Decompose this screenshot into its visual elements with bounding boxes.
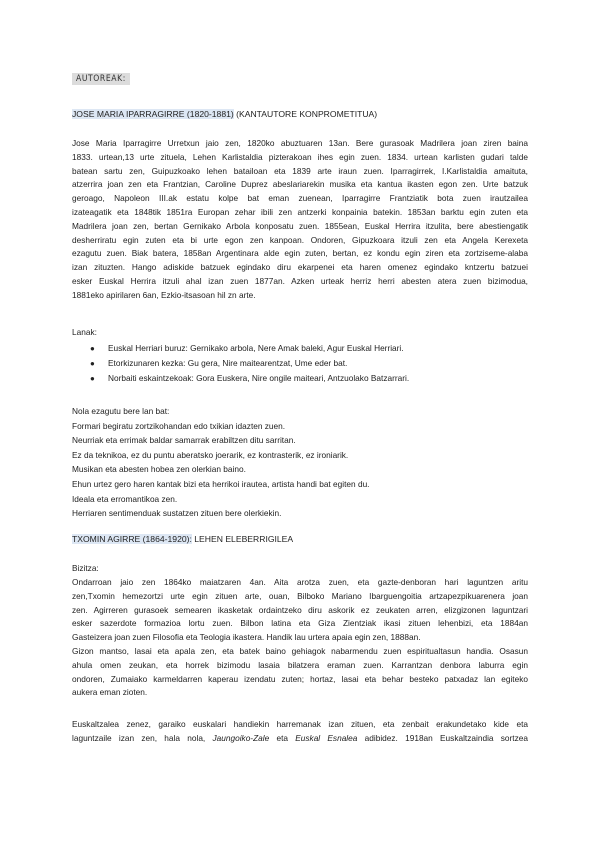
- author-name-iparragirre: JOSE MARIA IPARRAGIRRE (1820-1881): [72, 109, 234, 119]
- life-line: zen,Txomin hemezortzi urte egin zituen arte, ouan, Bilboko Mariano Ibarguengoitia artzapezpikuarenera joan: [72, 590, 528, 601]
- outro-text: laguntzaile izan zen, hala nola,: [72, 732, 213, 743]
- outro-paragraph-agirre: [72, 718, 528, 746]
- life-line: Ondarroan jaio zen 1864ko maiatzaren 4an. Aita arotza zuen, eta gazte-denboran hari laguntzen aritu: [72, 577, 528, 587]
- life-line: ahula omen zeukan, eta horrek bizimodu lasaia bilatzera eraman zuen. Karrantzan denbora laburra egin: [72, 659, 528, 670]
- style-point: Neurriak eta errimak baldar samarrak erabiltzen ditu sarritan.: [72, 435, 296, 446]
- bio-line: 1833. urtean,13 urte zituela, Lehen Karlistaldia pizterakoan ihes egin zuen. 1834. urtean karlisten gudari talde: [72, 151, 528, 162]
- outro-italic: Euskal Esnalea: [295, 732, 358, 743]
- outro-line: Euskaltzalea zenez, garaiko euskalari handiekin harremanak izan zituen, eta zenbait erakundetako kide eta: [72, 719, 528, 729]
- list-item-text: Etorkizunaren kezka: Gu gera, Nire maitearentzat, Ume eder bat.: [108, 358, 348, 368]
- style-label: Nola ezagutu bere lan bat:: [72, 406, 170, 416]
- bio-line: geroago, Napoleon III.ak estatu kolpe bat eman zuenean, Iparragirre Frantziatik bota zuen irautzailea: [72, 193, 528, 204]
- style-point: Ehun urtez gero haren kantak bizi eta herrikoi irautea, artista handi bat egiten du.: [72, 478, 370, 489]
- style-point: Formari begiratu zortzikohandan edo txikian idazten zuen.: [72, 420, 286, 431]
- author-subtitle-iparragirre: (KANTAUTORE KONPROMETITUA): [233, 109, 378, 119]
- author-subtitle-agirre: LEHEN ELEBERRIGILEA: [191, 534, 294, 544]
- style-point: Musikan eta abesten hobea zen olerkian baino.: [72, 464, 246, 475]
- list-item: [72, 356, 409, 371]
- bio-paragraph-iparragirre: [72, 137, 528, 303]
- bio-line: desherriratu egin zuten eta bi urte egon zen kanpoan. Ondoren, Gipuzkoara itzuli zen eta Angela Kerexeta: [72, 234, 528, 245]
- outro-line: [72, 732, 528, 746]
- bio-line: esker Euskal Herrira itzuli ahal izan zuen 1877an. Azken urteak herriz herri abesten atera zuen bizimodua,: [72, 275, 528, 286]
- bullet-icon: ●: [90, 374, 95, 383]
- list-item-text: Euskal Herriari buruz: Gernikako arbola, Nere Amak baleki, Agur Euskal Herriari.: [108, 343, 404, 353]
- outro-text: eta: [269, 732, 296, 743]
- bio-line: Jose Maria Iparragirre Urretxun jaio zen, 1820ko abuztuaren 13an. Bere gurasoak Madrilera joan ziren baina: [72, 138, 528, 148]
- bio-line: ezagutu zuen. Biak batera, 1858an Argentinara alde egin zuten, bertan, ez kondu egin ziren eta zortziseme-alaba: [72, 248, 528, 259]
- life-line: Gasteizera joan zuen Filosofia eta Teologia ikastera. Handik lau urtera apaia egin zen, 1888an.: [72, 632, 421, 643]
- authors-heading: AUTOREAK:: [72, 73, 130, 85]
- section-title-iparragirre: [72, 109, 377, 119]
- section-title-agirre: [72, 534, 293, 544]
- style-point: Ez da teknikoa, ez du puntu aberatsko joerarik, ez kontrasterik, ez ironiarik.: [72, 449, 349, 460]
- bio-line: izateagatik eta 1848tik 1851ra Europan zehar ibili zen antzerki konpainia batekin. 1853an barktu egin zuten eta: [72, 206, 528, 217]
- style-points: [72, 404, 370, 521]
- bullet-icon: ●: [90, 344, 95, 353]
- list-item: [72, 371, 409, 386]
- author-name-agirre: TXOMIN AGIRRE (1864-1920):: [72, 534, 192, 544]
- bio-line: batean sartu zen, Guipuzkoako lehen batailoan eta 1839 arte iraun zuen. Iparragirrek, I.Karlistaldia amaituta,: [72, 165, 528, 176]
- style-point: Ideala eta erromantikoa zen.: [72, 493, 178, 504]
- life-line: aukera eman zioten.: [72, 687, 148, 698]
- list-item: [72, 341, 409, 356]
- bio-line: atzerrira joan zen eta Frantzian, Caroline Duprez abeslariarekin musika eta kantua ikasten egon zen. Urte batzuk: [72, 179, 528, 190]
- bio-line: Madrilera joan zen, bertan Gernikako Arbola konposatu zuen. 1855ean, Euskal Herrira itzulita, bere abestiengatik: [72, 220, 528, 231]
- life-line: Gizon mantso, lasai eta apala zen, eta batek baino gehiagok nabarmendu zuen espiritualtasun handia. Osasun: [72, 645, 528, 656]
- works-label: Lanak:: [72, 327, 97, 337]
- life-line: esker sazerdote formazioa lortu zuen. Bilbon latina eta Giza Zientziak ikasi zituen lehenbizi, eta 1884an: [72, 618, 528, 629]
- bio-line: izan zituzten. Hango adiskide batzuek egindako diru ekarpenei eta haren omenez egindako kntzertu batzuei: [72, 262, 528, 273]
- outro-italic: Jaungoiko-Zale: [212, 732, 270, 743]
- life-line: zen. Agirreren gurasoek semearen ikasketak ordaintzeko diru askorik ez zeukaten arren, elizgizonen laguntzari: [72, 604, 528, 615]
- style-point: Herriaren sentimenduak sustatzen zituen bere olerkiekin.: [72, 508, 282, 519]
- outro-text: adibidez. 1918an Euskaltzaindia sortzea: [357, 732, 528, 743]
- works-list: [72, 341, 409, 386]
- bullet-icon: ●: [90, 359, 95, 368]
- bio-line: 1881eko apirilaren 6an, Ezkio-itsasoan hil zn arte.: [72, 289, 256, 300]
- life-line: ondoren, Zumaiako karmeldarren kaperau izendatu zuten; hortaz, lasai eta behar besteko patxadaz lan egiteko: [72, 673, 528, 684]
- list-item-text: Norbaiti eskaintzekoak: Gora Euskera, Nire ongile maiteari, Antzuolako Batzarrari.: [108, 373, 410, 383]
- life-paragraph-agirre: [72, 576, 528, 700]
- life-label: Bizitza:: [72, 563, 99, 573]
